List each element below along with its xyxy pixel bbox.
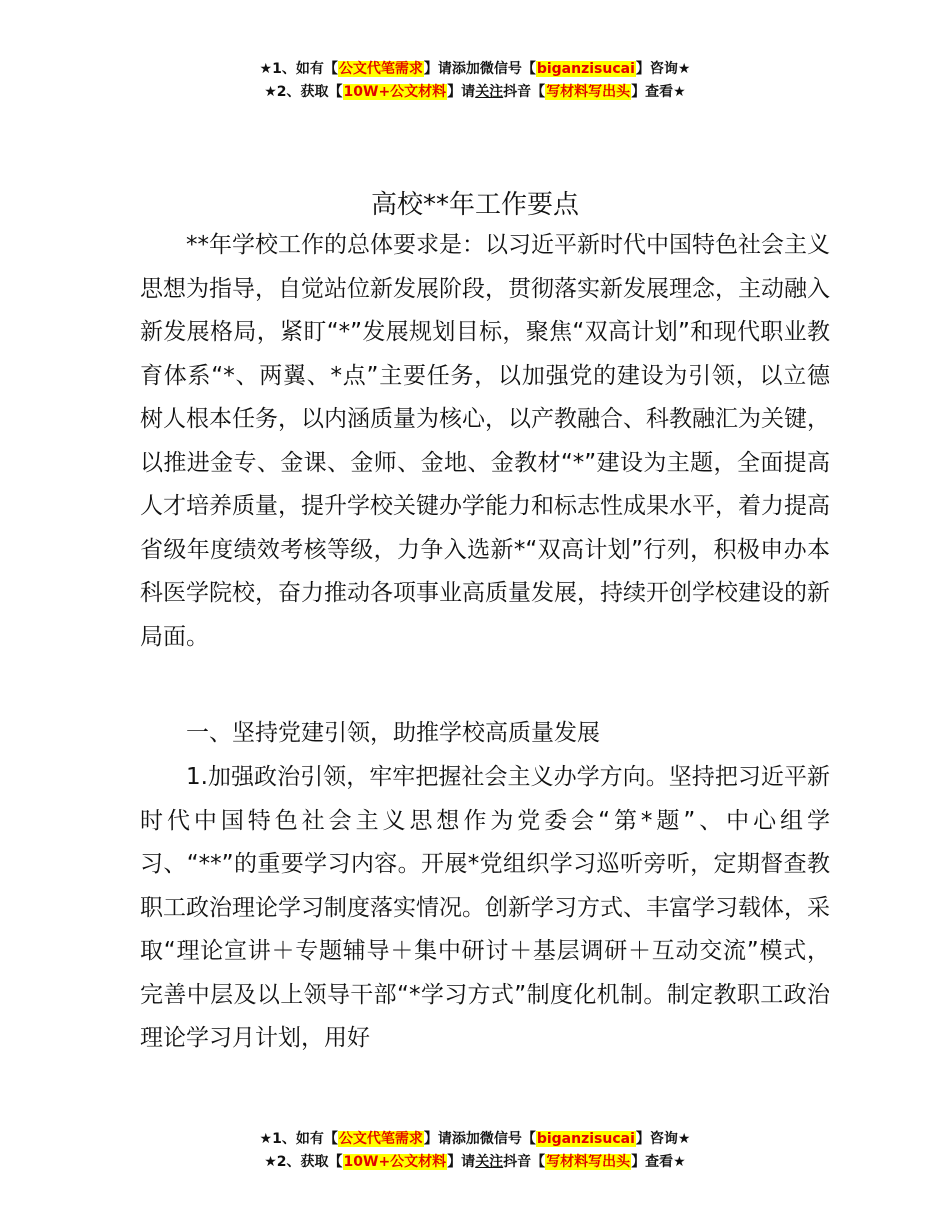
banner-highlight: 写材料写出头 <box>546 1154 631 1170</box>
banner-highlight: 10W+公文材料 <box>343 84 447 100</box>
banner-text: ★1、如有【 <box>259 61 338 77</box>
banner-text: ★1、如有【 <box>259 1131 338 1147</box>
banner-highlight: 公文代笔需求 <box>338 1131 423 1147</box>
banner-emphasis: 关注 <box>475 1154 504 1170</box>
banner-text: 】咨询★ <box>635 61 691 77</box>
footer-banner <box>0 1128 950 1174</box>
banner-highlight: 10W+公文材料 <box>343 1154 447 1170</box>
banner-highlight: biganzisucai <box>536 1131 635 1147</box>
banner-highlight: 公文代笔需求 <box>338 61 423 77</box>
banner-text: 抖音【 <box>503 1154 546 1170</box>
banner-text: 微信号【 <box>479 61 536 77</box>
banner-line-2 <box>0 81 950 104</box>
intro-paragraph: **年学校工作的总体要求是：以习近平新时代中国特色社会主义思想为指导，自觉站位新发展阶段，贯彻落实新发展理念，主动融入新发展格局，紧盯“*”发展规划目标，聚焦“双高计划”和现代职业教育体系“*、两翼、*点”主要任务，以加强党的建设为引领，以立德树人根本任务，以内涵质量为核心，以产教融合、科教融汇为关键，以推进金专、金课、金师、金地、金教材“*”建设为主题，全面提高人才培养质量，提升学校关键办学能力和标志性成果水平，着力提高省级年度绩效考核等级，力争入选新*“双高计划”行列，积极申办本科医学院校，奋力推动各项事业高质量发展，持续开创学校建设的新局面。 <box>140 232 830 650</box>
banner-line-2 <box>0 1151 950 1174</box>
banner-line-1 <box>0 58 950 81</box>
banner-text: 】查看★ <box>631 1154 686 1170</box>
body-paragraph: 1.加强政治引领，牢牢把握社会主义办学方向。坚持把习近平新时代中国特色社会主义思想作为党委会“第*题”、中心组学习、“**”的重要学习内容。开展*党组织学习巡听旁听，定期督查教职工政治理论学习制度落实情况。创新学习方式、丰富学习载体，采取“理论宣讲＋专题辅导＋集中研讨＋基层调研＋互动交流”模式，完善中层及以上领导干部“*学习方式”制度化机制。制定教职工政治理论学习月计划，用好 <box>140 764 830 1051</box>
banner-text: 微信号【 <box>479 1131 536 1147</box>
banner-text: 】查看★ <box>631 84 686 100</box>
banner-highlight: 写材料写出头 <box>546 84 631 100</box>
document-title: 高校**年工作要点 <box>370 190 579 221</box>
banner-line-1 <box>0 1128 950 1151</box>
banner-highlight: biganzisucai <box>536 61 635 77</box>
banner-text: ★2、获取【 <box>264 84 343 100</box>
banner-emphasis: 添加 <box>451 61 480 77</box>
banner-text: 】请 <box>423 61 452 77</box>
banner-text: 】请 <box>447 84 476 100</box>
banner-text: ★2、获取【 <box>264 1154 343 1170</box>
section-heading: 一、坚持党建引领，助推学校高质量发展 <box>186 720 600 746</box>
banner-text: 】咨询★ <box>635 1131 691 1147</box>
banner-text: 抖音【 <box>503 84 546 100</box>
banner-emphasis: 关注 <box>475 84 504 100</box>
banner-text: 】请 <box>447 1154 476 1170</box>
banner-emphasis: 添加 <box>451 1131 480 1147</box>
header-banner <box>0 58 950 104</box>
banner-text: 】请 <box>423 1131 452 1147</box>
